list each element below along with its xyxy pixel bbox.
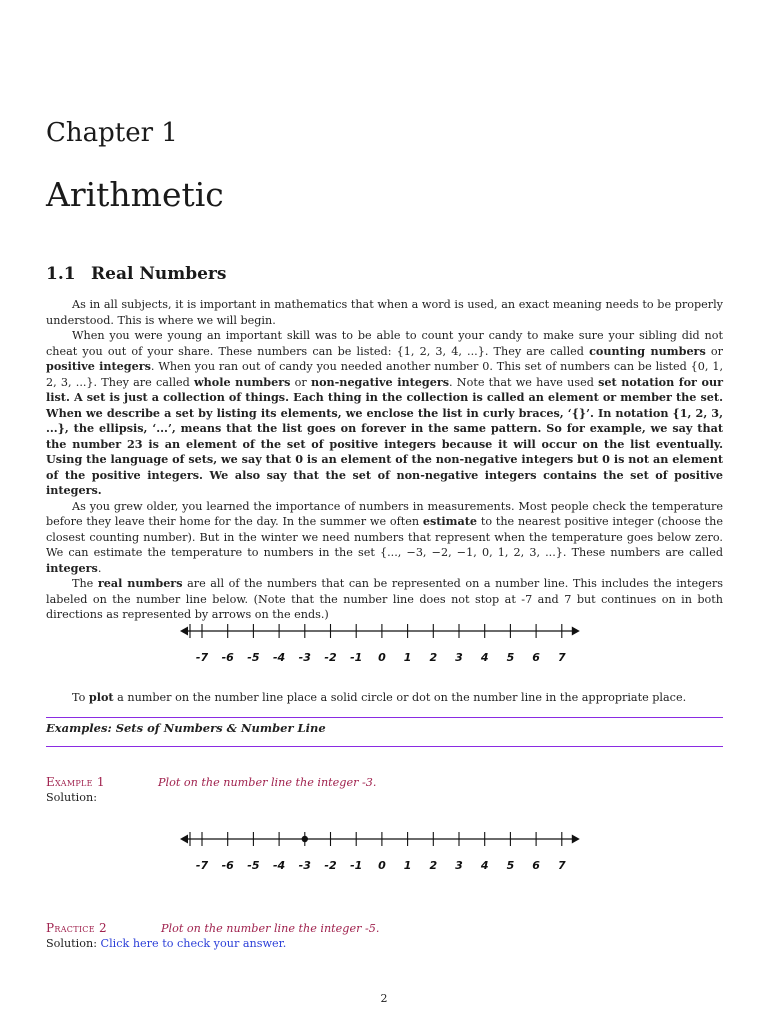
practice-label: Practice 2 <box>46 921 107 935</box>
plotted-points <box>302 836 308 842</box>
paragraph-text: are all of the numbers that can be represented on a number line. This includes the integers labeled on the number line below. (Note that the number line does not stop at -7 and 7 but continues on in both directions as represented by arrows on the ends.) <box>46 577 723 621</box>
tick-label: -3 <box>298 859 311 872</box>
tick-label: -4 <box>272 651 286 664</box>
term-counting-numbers: counting numbers <box>589 343 706 358</box>
tick-label: -5 <box>247 859 260 872</box>
page-number: 2 <box>380 992 388 1005</box>
paragraph-text: a number on the number line place a solid circle or dot on the number line in the appropriate place. <box>113 691 687 704</box>
example-label: Example 1 <box>46 775 105 789</box>
tick-label: -7 <box>195 651 209 664</box>
number-line-example <box>178 826 598 876</box>
tick-label: -1 <box>350 651 363 664</box>
divider-bottom <box>46 746 723 747</box>
tick-label: 7 <box>557 651 566 664</box>
chapter-label: Chapter 1 <box>46 118 178 148</box>
tick-label: 2 <box>429 859 438 872</box>
tick-label: 1 <box>403 859 412 872</box>
right-arrow-icon <box>572 627 580 636</box>
tick-label: 6 <box>532 651 540 664</box>
tick-label: 5 <box>506 651 515 664</box>
paragraph-text: When you were young an important skill was to be able to count your candy to make sure your sibling did not cheat you out of your share. These numbers can be listed: {1, 2, 3, 4, ...}. They are called <box>46 329 723 358</box>
divider-top <box>46 717 723 718</box>
term-positive-integers: positive integers <box>46 359 151 373</box>
tick-label: -6 <box>221 651 234 664</box>
right-arrow-icon <box>572 835 580 844</box>
examples-header: Examples: Sets of Numbers & Number Line <box>46 721 326 735</box>
paragraph-text: . Note that we have used <box>449 375 599 389</box>
tick-label: 0 <box>378 651 386 664</box>
tick-label: 7 <box>557 859 566 872</box>
tick-label: 3 <box>455 651 463 664</box>
number-line <box>178 618 598 668</box>
term-estimate: estimate <box>422 514 478 528</box>
body-text <box>46 297 723 623</box>
tick-label: -2 <box>324 651 337 664</box>
number-line-axis <box>180 627 580 636</box>
tick-label: -2 <box>324 859 337 872</box>
number-line-labels <box>196 859 566 872</box>
term-plot: plot <box>88 690 114 704</box>
paragraph-text: The <box>72 577 98 590</box>
check-answer-link[interactable]: Click here to check your answer. <box>100 937 287 950</box>
tick-label: 4 <box>480 859 489 872</box>
solution-label: Solution: <box>46 791 97 804</box>
paragraph-text: As in all subjects, it is important in mathematics that when a word is used, an exact meaning needs to be properly understood. This is where we will begin. <box>46 298 723 327</box>
tick-label: 1 <box>403 651 412 664</box>
practice-solution <box>46 937 286 950</box>
plot-instruction <box>46 690 723 704</box>
paragraph-text: or <box>705 344 723 358</box>
tick-label: 3 <box>455 859 463 872</box>
tick-label: 0 <box>378 859 386 872</box>
term-non-negative-integers: non-negative integers <box>310 374 450 389</box>
paragraph <box>46 328 723 499</box>
section-number: 1.1 <box>46 264 76 284</box>
plotted-point <box>302 836 308 842</box>
term-real-numbers: real numbers <box>97 576 183 590</box>
tick-label: -1 <box>350 859 363 872</box>
solution-label: Solution: <box>46 937 97 950</box>
set-notation-definition: set notation for our list. A set is just a collection of things. Each thing in the collection is called an element or member the set. When we describe a set by listing its elements, we enclose the list in curly braces, ‘{}’. In notation {1, 2, 3, ...}, the ellipsis, ‘...’, means that the list goes on forever in the same pattern. So for example, we say that the number 23 is an element of the set of positive integers because it will occur on the list eventually. Using the language of sets, we say that 0 is an element of the non-negative integers but 0 is not an element of the positive integers. We also say that the set of non-negative integers contains the set of positive integers. <box>46 374 723 497</box>
tick-label: 5 <box>506 859 515 872</box>
chapter-title: Arithmetic <box>46 175 224 214</box>
paragraph <box>46 576 723 623</box>
tick-label: -3 <box>298 651 311 664</box>
tick-label: -5 <box>247 651 260 664</box>
section-title: Real Numbers <box>91 264 227 284</box>
tick-label: 2 <box>429 651 438 664</box>
number-line-axis <box>180 835 580 844</box>
term-whole-numbers: whole numbers <box>194 374 291 389</box>
paragraph <box>46 297 723 328</box>
paragraph-text: . When you ran out of candy you needed another number 0. This set of numbers can be listed {0, 1, 2, 3, ...}. They are called <box>46 360 723 389</box>
paragraph-text: To <box>72 691 89 704</box>
tick-label: -7 <box>195 859 209 872</box>
number-line-labels <box>196 651 566 664</box>
section-heading <box>46 264 226 284</box>
tick-label: 4 <box>480 651 489 664</box>
tick-label: 6 <box>532 859 540 872</box>
paragraph <box>46 499 723 577</box>
term-integers: integers <box>46 560 98 575</box>
tick-label: -6 <box>221 859 234 872</box>
example-prompt: Plot on the number line the integer -3. <box>158 776 377 789</box>
paragraph-text: . <box>97 561 102 575</box>
paragraph-text: or <box>290 375 311 389</box>
paragraph-text: As you grew older, you learned the importance of numbers in measurements. Most people check the temperature before they leave their home for the day. In the summer we often <box>46 499 723 528</box>
practice-prompt: Plot on the number line the integer -5. <box>161 922 380 935</box>
paragraph-text: to the nearest positive integer (choose the closest counting number). But in the winter we need numbers that represent when the temperature goes below zero. We can estimate the temperature to numbers in the set {..., −3, −2, −1, 0, 1, 2, 3, ...}. These numbers are called <box>46 515 724 559</box>
left-arrow-icon <box>180 627 188 636</box>
left-arrow-icon <box>180 835 188 844</box>
tick-label: -4 <box>272 859 286 872</box>
